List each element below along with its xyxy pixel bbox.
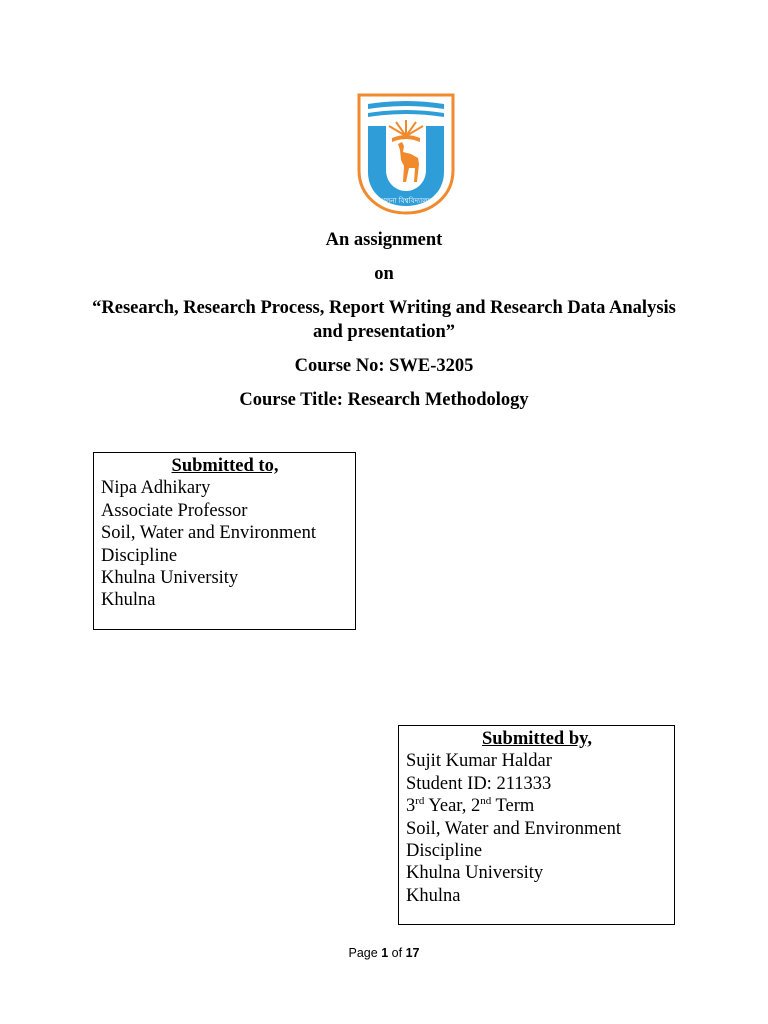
- submitted-to-heading: Submitted to,: [171, 456, 279, 476]
- supervisor-university: Khulna University: [101, 568, 239, 589]
- page-number: [0, 946, 768, 960]
- course-title: Course Title: Research Methodology: [239, 390, 529, 410]
- submitted-to-box: [93, 452, 356, 630]
- page-of: of: [391, 946, 403, 960]
- student-university: Khulna University: [406, 863, 544, 884]
- term-number: 2: [470, 796, 481, 817]
- submitted-by-heading: Submitted by,: [481, 729, 592, 749]
- assignment-label: An assignment: [325, 230, 443, 250]
- logo-lettering: খুলনা বিশ্ববিদ্যালয়: [380, 197, 432, 205]
- supervisor-designation: Associate Professor: [101, 500, 248, 521]
- page-total: 17: [405, 946, 420, 960]
- supervisor-city: Khulna: [101, 590, 156, 611]
- year-suffix: rd: [415, 795, 425, 808]
- term-label: Term: [491, 796, 535, 817]
- term-suffix: nd: [480, 795, 492, 808]
- supervisor-discipline: Soil, Water and Environment Discipline: [101, 523, 316, 566]
- year-number: 3: [406, 796, 416, 817]
- page-label: Page: [348, 946, 378, 960]
- student-city: Khulna: [406, 885, 461, 906]
- course-number: Course No: SWE-3205: [294, 356, 474, 376]
- student-id: Student ID: 211333: [406, 773, 552, 794]
- assignment-on: on: [374, 264, 394, 284]
- student-discipline: Soil, Water and Environment Discipline: [406, 818, 621, 862]
- student-year-term: [406, 795, 668, 817]
- page-current: 1: [381, 946, 389, 960]
- submitted-by-box: [398, 725, 675, 925]
- supervisor-name: Nipa Adhikary: [101, 478, 211, 499]
- assignment-topic: “Research, Research Process, Report Writing and Research Data Analysis and presentation”: [92, 298, 676, 342]
- student-name: Sujit Kumar Haldar: [406, 751, 552, 772]
- university-logo: [356, 92, 456, 216]
- year-label: Year,: [424, 796, 471, 817]
